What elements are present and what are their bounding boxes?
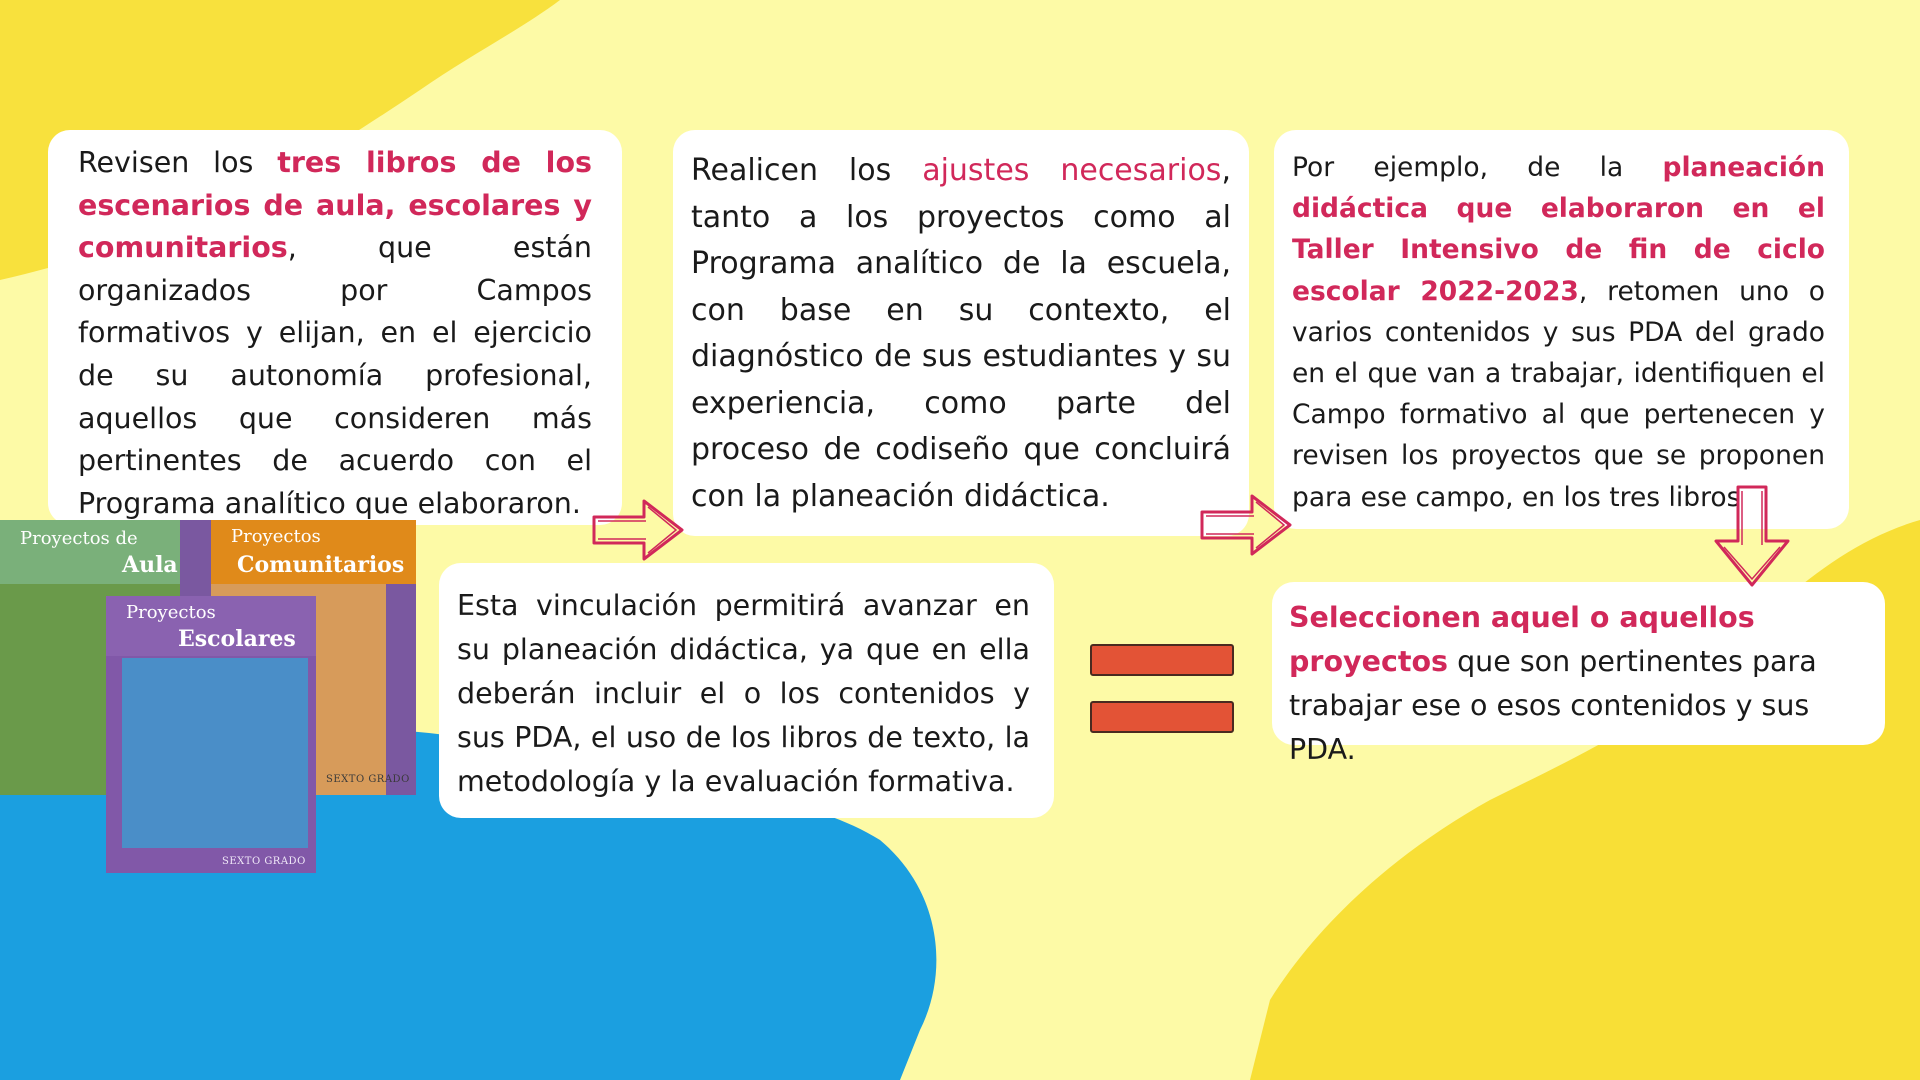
card2-text: [691, 148, 1231, 520]
book-comunitarios-line2: Comunitarios: [237, 552, 405, 578]
card-seleccionen: [1272, 582, 1885, 766]
card2-pre: Realicen los: [691, 153, 923, 188]
arrow-right-icon: [1198, 490, 1298, 560]
book-proyectos-escolares: [106, 596, 316, 873]
card3-post: , retomen uno o varios contenidos y sus PDA del grado en el que van a trabajar, identifiquen el Campo formativo al que pertenecen y revisen los proyectos que se proponen para ese campo, en los tres libros: [1292, 275, 1825, 513]
card1-text: [78, 142, 592, 525]
card-vinculacion: [439, 563, 1054, 818]
card2-post: , tanto a los proyectos como al Programa analítico de la escuela, con base en su contexto, el diagnóstico de sus estudiantes y su experiencia, como parte del proceso de codiseño que concluirá con la planeación didáctica.: [691, 153, 1231, 514]
book-comunitarios-spine: [386, 584, 416, 795]
book-escolares-cover-art: [122, 658, 308, 848]
card1-post: , que están organizados por Campos formativos y elijan, en el ejercicio de su autonomía profesional, aquellos que consideren más pertinentes de acuerdo con el Programa analítico que elaboraron.: [78, 231, 592, 520]
arrow-down-icon: [1710, 483, 1794, 591]
card3-text: [1292, 147, 1825, 518]
equals-icon: [1090, 644, 1234, 676]
book-escolares-grade: SEXTO GRADO: [222, 856, 306, 867]
book-aula-line1: Proyectos de: [20, 528, 138, 549]
arrow-right-icon: [590, 495, 690, 565]
card5-highlight: Seleccionen aquel o aquellos proyectos: [1289, 601, 1755, 678]
card1-highlight: tres libros de los escenarios de aula, escolares y comunitarios: [78, 146, 592, 265]
card5-text: [1289, 596, 1867, 772]
card1-pre: Revisen los: [78, 146, 278, 179]
book-comunitarios-grade: SEXTO GRADO: [326, 774, 410, 785]
card2-highlight: ajustes necesarios: [922, 153, 1222, 188]
card-por-ejemplo: [1274, 130, 1849, 529]
card3-pre: Por ejemplo, de la: [1292, 152, 1663, 183]
card-revisen-libros: [48, 130, 622, 525]
book-escolares-line1: Proyectos: [126, 602, 216, 623]
book-aula-line2: Aula: [122, 552, 178, 578]
book-escolares-line2: Escolares: [178, 626, 296, 652]
book-comunitarios-line1: Proyectos: [231, 526, 321, 547]
card3-highlight: planeación didáctica que elaboraron en el Taller Intensivo de fin de ciclo escolar 2022-2023: [1292, 152, 1825, 307]
card4-text: Esta vinculación permitirá avanzar en su planeación didáctica, ya que en ella deberán incluir el o los contenidos y sus PDA, el uso de los libros de texto, la metodología y la evaluación formativa.: [457, 589, 1030, 798]
card-realicen-ajustes: [673, 130, 1249, 536]
equals-icon: [1090, 701, 1234, 733]
card5-post: que son pertinentes para trabajar ese o esos contenidos y sus PDA.: [1289, 645, 1817, 766]
